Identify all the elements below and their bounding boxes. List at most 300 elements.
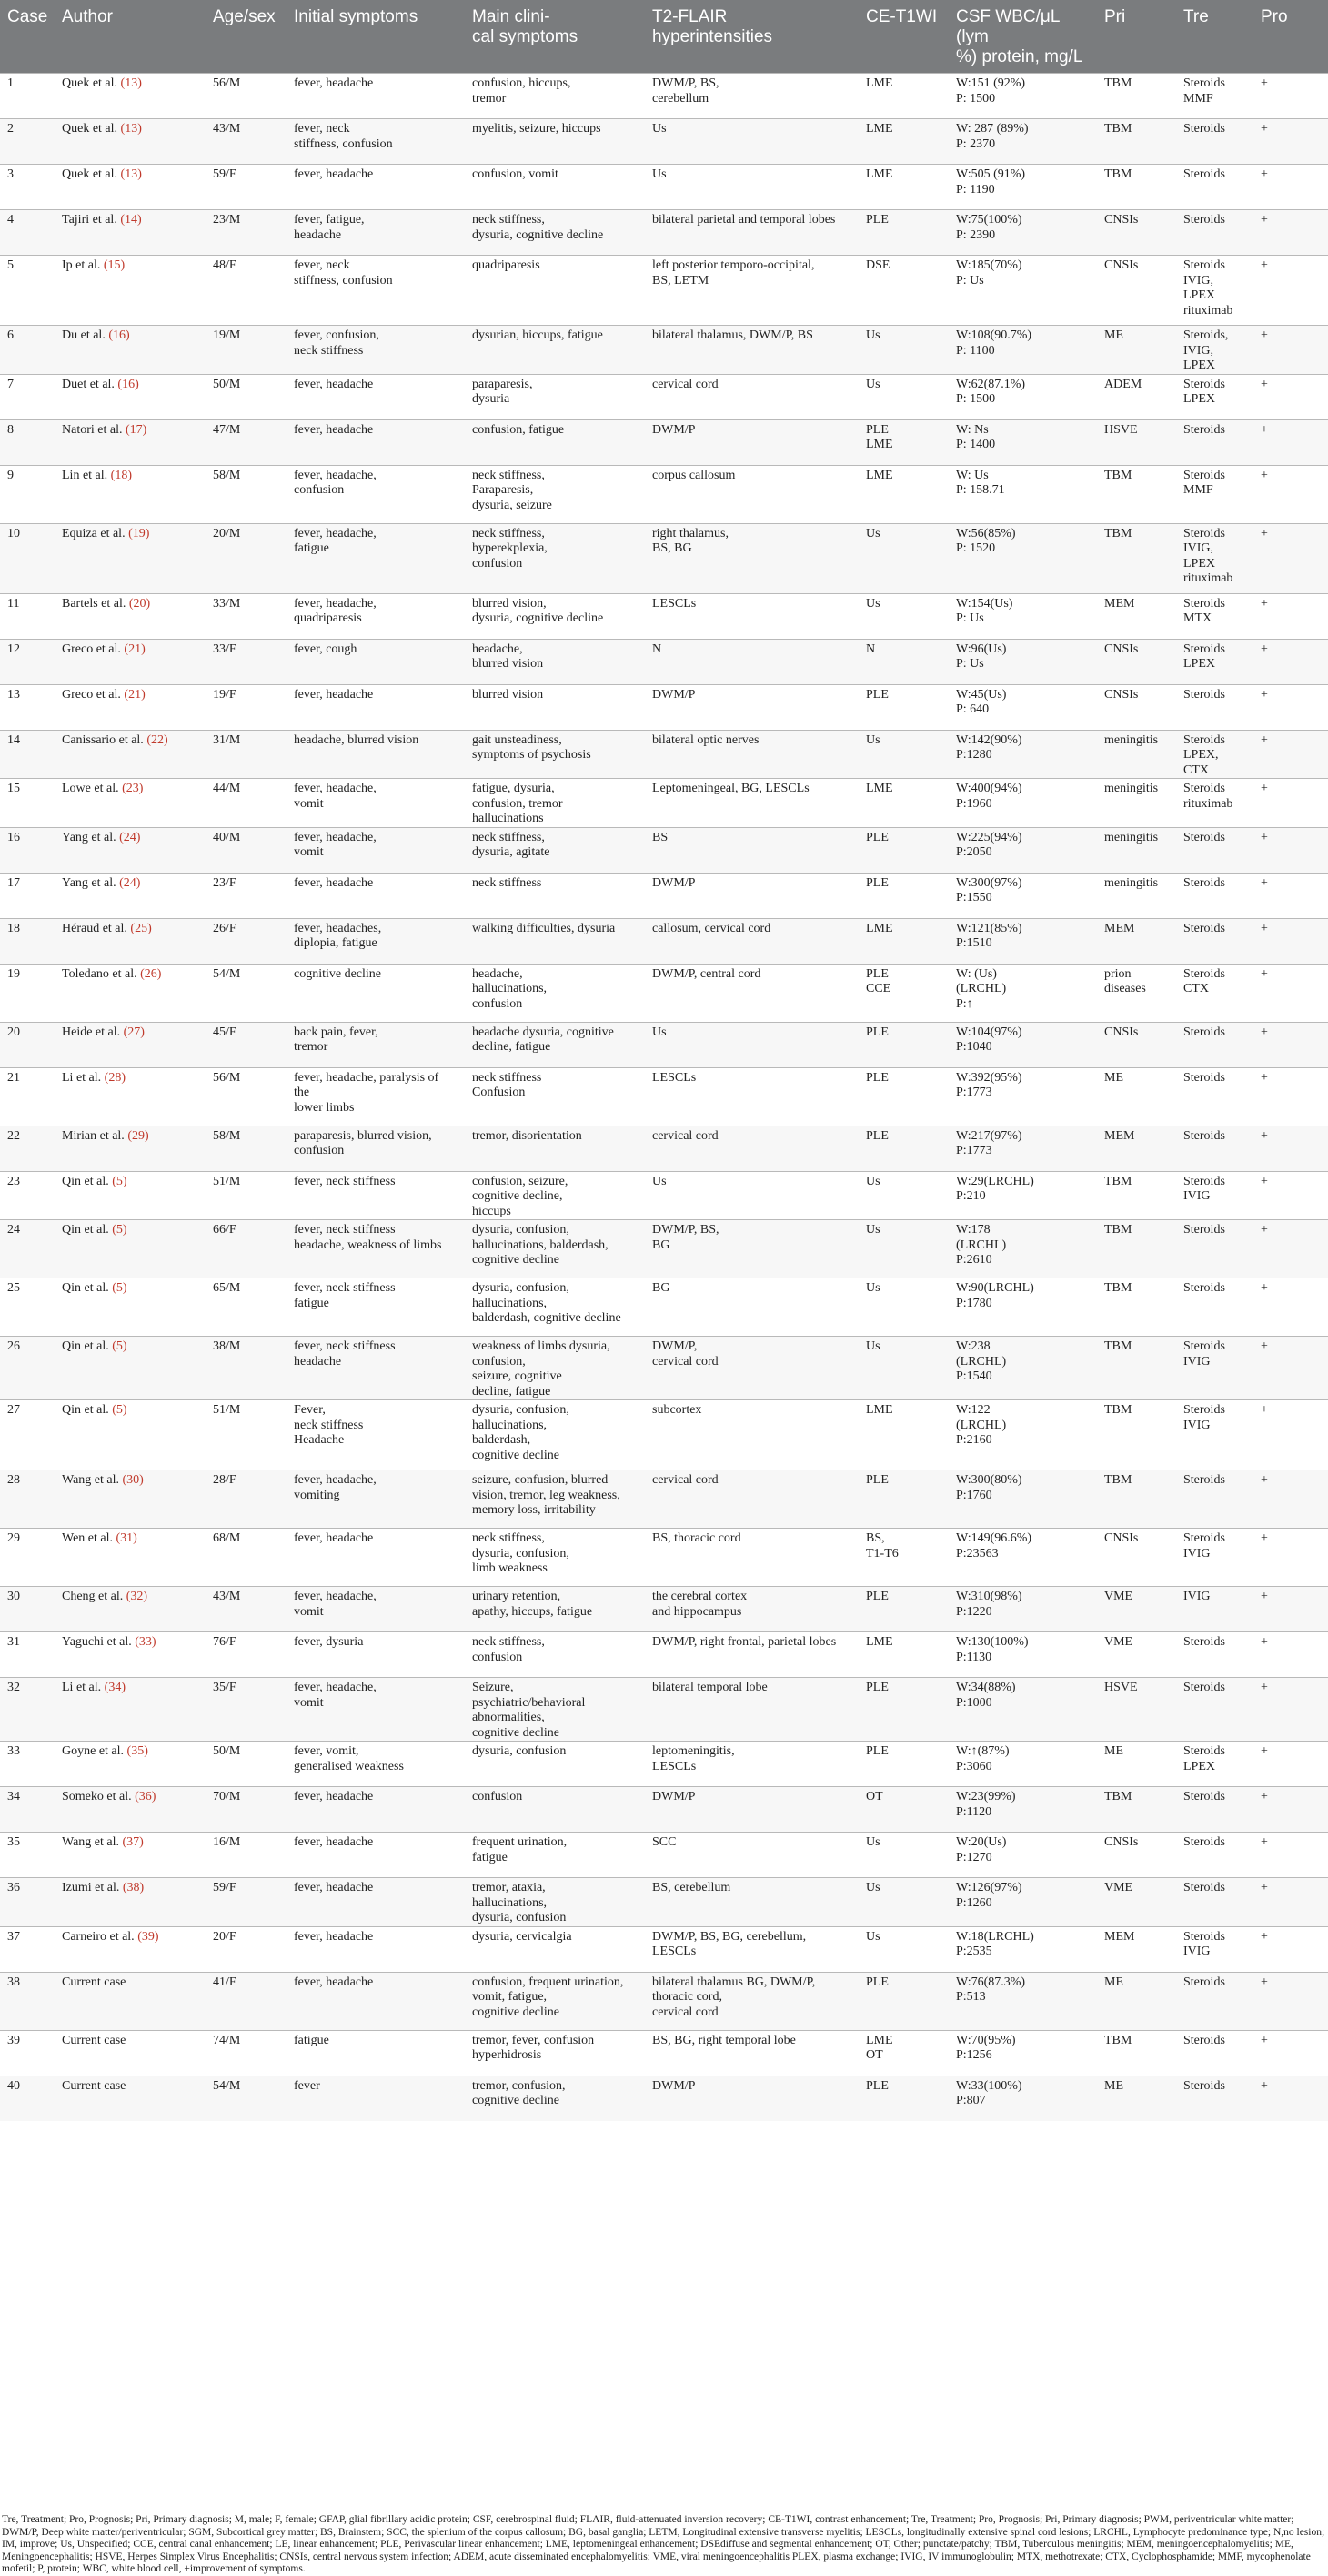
cell-ce-t1wi — [859, 1926, 949, 1972]
cell-line: thoracic cord, — [652, 1990, 722, 2004]
cell-age-sex — [206, 465, 287, 523]
cell-line: cervical cord — [652, 377, 719, 391]
cell-prognosis — [1253, 918, 1328, 964]
cell-main-clinical-symptoms — [465, 1632, 645, 1678]
reference-link[interactable]: (5) — [112, 1174, 127, 1188]
reference-link[interactable]: (5) — [112, 1339, 127, 1353]
cell-author — [55, 465, 206, 523]
cell-primary-diagnosis — [1097, 1742, 1176, 1787]
cell-initial-symptoms — [287, 918, 465, 964]
cell-line: LME — [866, 76, 893, 90]
cell-line: fever, neck stiffness — [294, 1223, 396, 1237]
cell-primary-diagnosis — [1097, 1632, 1176, 1678]
cell-case-number — [0, 2076, 55, 2121]
cell-line: P:807 — [956, 2094, 986, 2107]
cell-line: OT — [866, 1790, 883, 1803]
cell-line: 45/F — [213, 1025, 236, 1039]
cell-line: 33/M — [213, 596, 241, 611]
author-name: Izumi et al. — [62, 1881, 120, 1894]
cell-line: P: 1500 — [956, 392, 996, 406]
reference-link[interactable]: (14) — [120, 213, 142, 227]
cell-line: (LRCHL) — [956, 1354, 1007, 1369]
cell-line: LME — [866, 1635, 893, 1649]
cell-line: W:90(LRCHL) — [956, 1281, 1034, 1295]
author-name: Wen et al. — [62, 1531, 114, 1545]
cell-line: fever, dysuria — [294, 1635, 364, 1649]
cell-line: W:185(70%) — [956, 258, 1022, 272]
cell-line: 38/M — [213, 1339, 241, 1353]
reference-link[interactable]: (24) — [119, 830, 141, 844]
cell-prognosis — [1253, 1126, 1328, 1171]
cell-csf-values — [949, 1022, 1097, 1067]
author-name: Qin et al. — [62, 1339, 109, 1353]
cell-line: LME — [866, 782, 893, 795]
cell-line: BS, thoracic cord — [652, 1531, 741, 1545]
cell-author — [55, 1878, 206, 1927]
cell-line: meningitis — [1104, 782, 1159, 795]
cell-line: W:238 — [956, 1339, 991, 1353]
cell-prognosis — [1253, 119, 1328, 165]
cell-prognosis — [1253, 1529, 1328, 1587]
cell-t2-flair-hyperintensities — [645, 1220, 859, 1278]
cell-age-sex — [206, 256, 287, 326]
cell-prognosis — [1253, 964, 1328, 1022]
cell-line: + — [1261, 1929, 1268, 1944]
reference-link[interactable]: (34) — [104, 1681, 126, 1694]
cell-t2-flair-hyperintensities — [645, 119, 859, 165]
cell-t2-flair-hyperintensities — [645, 1171, 859, 1220]
cell-line: + — [1261, 641, 1268, 656]
cell-line: bilateral thalamus BG, DWM/P, — [652, 1975, 816, 1989]
cell-line: + — [1261, 328, 1268, 342]
cell-case-number — [0, 210, 55, 256]
cell-line: LESCLs — [652, 1945, 697, 1958]
cell-age-sex — [206, 1972, 287, 2030]
cell-line: blurred vision, — [472, 596, 547, 611]
cell-line: ME — [1104, 2078, 1123, 2093]
cell-prognosis — [1253, 1833, 1328, 1878]
cell-line: MEM — [1104, 921, 1135, 935]
cell-line: dysuria, seizure — [472, 498, 552, 512]
cell-line: LPEX — [1183, 392, 1215, 406]
cell-line: dysuria, confusion — [472, 1744, 567, 1758]
cell-line: neck stiffness — [472, 1070, 542, 1085]
cell-line: MTX — [1183, 611, 1212, 625]
reference-link[interactable]: (28) — [104, 1070, 126, 1085]
cell-line: 19/F — [213, 687, 236, 702]
cell-line: LESCLs — [652, 1759, 697, 1773]
reference-link[interactable]: (19) — [128, 526, 150, 540]
cell-line: + — [1261, 377, 1268, 391]
cell-line: 26/F — [213, 921, 236, 935]
cell-line: IVIG, — [1183, 343, 1214, 358]
cell-prognosis — [1253, 684, 1328, 730]
cell-treatment — [1176, 639, 1253, 684]
cell-case-number — [0, 964, 55, 1022]
cell-case-number — [0, 1926, 55, 1972]
cell-initial-symptoms — [287, 1067, 465, 1126]
cell-line: 28 — [7, 1473, 20, 1487]
reference-link[interactable]: (22) — [146, 732, 168, 747]
cell-age-sex — [206, 1787, 287, 1833]
reference-link[interactable]: (33) — [135, 1635, 156, 1649]
cell-line: Steroids — [1183, 2033, 1225, 2047]
cell-treatment — [1176, 1972, 1253, 2030]
cell-line: + — [1261, 1128, 1268, 1143]
cell-line: corpus callosum — [652, 468, 736, 482]
cell-line: 17 — [7, 875, 20, 890]
cell-main-clinical-symptoms — [465, 1878, 645, 1927]
cell-line: Steroids — [1183, 875, 1225, 890]
cell-primary-diagnosis — [1097, 1972, 1176, 2030]
cell-line: W:104(97%) — [956, 1025, 1022, 1039]
cell-author — [55, 684, 206, 730]
cell-prognosis — [1253, 779, 1328, 828]
cell-line: vomit — [294, 1604, 324, 1619]
cell-author — [55, 1337, 206, 1400]
cell-treatment — [1176, 256, 1253, 326]
cell-main-clinical-symptoms — [465, 1126, 645, 1171]
table-row — [0, 523, 1328, 593]
cell-line: fever, headache — [294, 1975, 374, 1989]
reference-link[interactable]: (18) — [110, 468, 132, 482]
cell-csf-values — [949, 2030, 1097, 2076]
cell-author — [55, 1833, 206, 1878]
author-name: Greco et al. — [62, 687, 121, 702]
cell-line: MMF — [1183, 91, 1213, 106]
cell-line: HSVE — [1104, 422, 1138, 437]
cell-line: ME — [1104, 1975, 1123, 1989]
cell-line: 19/M — [213, 328, 241, 342]
cell-age-sex — [206, 419, 287, 465]
cell-csf-values — [949, 1972, 1097, 2030]
cell-line: quadriparesis — [294, 611, 362, 625]
cell-line: balderdash, — [472, 1433, 531, 1447]
reference-link[interactable]: (20) — [128, 596, 151, 611]
author-name: Duet et al. — [62, 377, 115, 391]
cell-author — [55, 639, 206, 684]
author-name: Equiza et al. — [62, 526, 126, 540]
cell-case-number — [0, 256, 55, 326]
cell-line: ME — [1104, 1744, 1123, 1758]
cell-line: 31/M — [213, 732, 241, 747]
cell-main-clinical-symptoms — [465, 374, 645, 419]
reference-link[interactable]: (21) — [124, 687, 146, 702]
cell-line: P:1256 — [956, 2048, 992, 2062]
table-row — [0, 964, 1328, 1022]
cell-line: LME — [866, 122, 893, 136]
cell-line: W:121(85%) — [956, 921, 1022, 935]
reference-link[interactable]: (13) — [120, 167, 142, 181]
cell-line: TBM — [1104, 1281, 1132, 1295]
cell-csf-values — [949, 730, 1097, 779]
cell-t2-flair-hyperintensities — [645, 1926, 859, 1972]
reference-link[interactable]: (15) — [103, 258, 126, 272]
cell-age-sex — [206, 2076, 287, 2121]
cell-treatment — [1176, 730, 1253, 779]
cell-line: vomit — [294, 845, 324, 859]
cell-initial-symptoms — [287, 1529, 465, 1587]
cell-primary-diagnosis — [1097, 1171, 1176, 1220]
cell-line: TBM — [1104, 1339, 1132, 1353]
table-row — [0, 1878, 1328, 1927]
cell-author — [55, 374, 206, 419]
cell-primary-diagnosis — [1097, 779, 1176, 828]
cell-initial-symptoms — [287, 730, 465, 779]
reference-link[interactable]: (21) — [124, 641, 146, 656]
reference-link[interactable]: (32) — [126, 1590, 148, 1603]
cell-line: fever, headache, — [294, 830, 377, 844]
author-name: Quek et al. — [62, 122, 118, 136]
cell-line: Us — [866, 1929, 880, 1944]
reference-link[interactable]: (16) — [108, 328, 130, 342]
cell-line: cervical cord — [652, 1473, 719, 1487]
cell-line: IVIG, — [1183, 273, 1214, 288]
cell-primary-diagnosis — [1097, 593, 1176, 639]
cell-author — [55, 1126, 206, 1171]
cell-line: 1 — [7, 76, 14, 90]
cell-t2-flair-hyperintensities — [645, 419, 859, 465]
cell-ce-t1wi — [859, 74, 949, 119]
cell-line: P:2050 — [956, 845, 992, 859]
reference-link[interactable]: (13) — [120, 76, 142, 90]
cell-line: DWM/P — [652, 687, 696, 702]
reference-link[interactable]: (37) — [122, 1835, 144, 1849]
cell-line: fever, headache — [294, 875, 374, 890]
cell-primary-diagnosis — [1097, 639, 1176, 684]
cell-csf-values — [949, 210, 1097, 256]
cell-line: P: 158.71 — [956, 483, 1005, 497]
reference-link[interactable]: (13) — [120, 122, 142, 136]
cell-csf-values — [949, 2076, 1097, 2121]
cell-line: 48/F — [213, 258, 236, 272]
cell-line: Steroids — [1183, 1929, 1225, 1944]
cell-line: + — [1261, 1744, 1268, 1758]
header-prognosis: Pro — [1253, 0, 1328, 74]
reference-link[interactable]: (5) — [112, 1223, 127, 1237]
cell-main-clinical-symptoms — [465, 873, 645, 918]
cell-line: DWM/P — [652, 875, 696, 890]
cell-prognosis — [1253, 1587, 1328, 1632]
cell-line: 9 — [7, 468, 14, 482]
cell-line: confusion, vomit — [472, 167, 558, 181]
cell-csf-values — [949, 1337, 1097, 1400]
cell-line: bilateral thalamus, DWM/P, BS — [652, 328, 813, 342]
cell-line: 19 — [7, 966, 20, 981]
cell-t2-flair-hyperintensities — [645, 256, 859, 326]
reference-link[interactable]: (26) — [140, 966, 162, 981]
cell-line: hallucinations, — [472, 1418, 548, 1432]
cell-line: + — [1261, 1025, 1268, 1039]
cell-primary-diagnosis — [1097, 210, 1176, 256]
cell-case-number — [0, 730, 55, 779]
cell-t2-flair-hyperintensities — [645, 523, 859, 593]
cell-line: CNSIs — [1104, 1531, 1139, 1545]
cell-line: 21 — [7, 1070, 20, 1085]
reference-link[interactable]: (24) — [119, 875, 141, 890]
cell-initial-symptoms — [287, 1742, 465, 1787]
cell-csf-values — [949, 1171, 1097, 1220]
cell-ce-t1wi — [859, 1126, 949, 1171]
cell-line: Steroids — [1183, 258, 1225, 272]
cell-line: P:1780 — [956, 1296, 992, 1310]
cell-line: rituximab — [1183, 796, 1233, 811]
cell-line: W:142(90%) — [956, 732, 1022, 747]
cell-line: W:108(90.7%) — [956, 328, 1032, 342]
cell-line: meningitis — [1104, 875, 1159, 890]
cell-case-number — [0, 523, 55, 593]
cell-line: hiccups — [472, 1204, 511, 1218]
cell-line: neck stiffness, — [472, 526, 545, 540]
table-row — [0, 1022, 1328, 1067]
cell-line: P: Us — [956, 273, 984, 288]
table-row — [0, 326, 1328, 375]
cell-line: 16 — [7, 830, 20, 844]
cell-age-sex — [206, 730, 287, 779]
cell-main-clinical-symptoms — [465, 165, 645, 210]
cell-line: W:70(95%) — [956, 2033, 1016, 2047]
cell-line: MEM — [1104, 596, 1135, 611]
cell-line: IVIG — [1183, 1354, 1211, 1369]
cell-csf-values — [949, 256, 1097, 326]
cell-case-number — [0, 119, 55, 165]
cell-author — [55, 1022, 206, 1067]
cell-treatment — [1176, 165, 1253, 210]
table-row — [0, 684, 1328, 730]
cell-line: 13 — [7, 687, 20, 702]
cell-line: dysurian, hiccups, fatigue — [472, 328, 603, 342]
header-primary-diagnosis: Pri — [1097, 0, 1176, 74]
cell-initial-symptoms — [287, 210, 465, 256]
cell-author — [55, 1171, 206, 1220]
cell-line: Us — [652, 122, 667, 136]
cell-age-sex — [206, 1400, 287, 1470]
cell-line: (LRCHL) — [956, 1418, 1007, 1432]
cell-initial-symptoms — [287, 684, 465, 730]
cell-line: + — [1261, 1174, 1268, 1188]
cell-line: Us — [866, 377, 880, 391]
table-row — [0, 1067, 1328, 1126]
reference-link[interactable]: (31) — [116, 1531, 137, 1545]
cell-csf-values — [949, 918, 1097, 964]
cell-case-number — [0, 1632, 55, 1678]
table-row — [0, 1126, 1328, 1171]
reference-link[interactable]: (17) — [125, 422, 147, 437]
cell-initial-symptoms — [287, 1587, 465, 1632]
cell-main-clinical-symptoms — [465, 918, 645, 964]
cell-ce-t1wi — [859, 1787, 949, 1833]
cell-line: decline, fatigue — [472, 1384, 551, 1399]
cell-line: Steroids — [1183, 1473, 1225, 1487]
cell-line: 2 — [7, 122, 14, 136]
cell-line: Us — [652, 167, 667, 181]
cell-t2-flair-hyperintensities — [645, 1742, 859, 1787]
cell-ce-t1wi — [859, 1171, 949, 1220]
reference-link[interactable]: (5) — [112, 1281, 127, 1295]
cell-line: P:1773 — [956, 1086, 992, 1099]
cell-line: 66/F — [213, 1223, 236, 1237]
cell-initial-symptoms — [287, 2030, 465, 2076]
table-row — [0, 1400, 1328, 1470]
cell-line: neck stiffness, — [472, 1531, 545, 1545]
reference-link[interactable]: (38) — [122, 1881, 145, 1894]
cell-line: paraparesis, blurred vision, — [294, 1128, 432, 1143]
cell-treatment — [1176, 873, 1253, 918]
cell-line: VME — [1104, 1590, 1133, 1603]
reference-link[interactable]: (25) — [130, 921, 152, 935]
cell-line: tremor — [294, 1040, 328, 1054]
reference-link[interactable]: (36) — [135, 1790, 156, 1803]
cell-line: + — [1261, 1223, 1268, 1237]
cell-line: OT — [866, 2048, 883, 2062]
cell-line: Us — [866, 526, 880, 540]
cell-line: N — [652, 641, 662, 656]
table-row — [0, 1787, 1328, 1833]
cell-case-number — [0, 1337, 55, 1400]
cell-csf-values — [949, 1126, 1097, 1171]
table-row — [0, 1171, 1328, 1220]
cell-primary-diagnosis — [1097, 684, 1176, 730]
reference-link[interactable]: (35) — [126, 1744, 148, 1758]
cell-main-clinical-symptoms — [465, 119, 645, 165]
cell-treatment — [1176, 523, 1253, 593]
cell-line: Steroids — [1183, 76, 1225, 90]
cell-csf-values — [949, 326, 1097, 375]
cell-line: 68/M — [213, 1531, 241, 1545]
cell-author — [55, 730, 206, 779]
cell-line: W:↑(87%) — [956, 1744, 1010, 1758]
cell-line: 32 — [7, 1681, 20, 1694]
cell-line: Us — [866, 732, 880, 747]
cell-line: bilateral optic nerves — [652, 732, 760, 747]
cell-line: 20/M — [213, 526, 241, 540]
cell-line: P:1540 — [956, 1369, 992, 1383]
cell-line: dysuria, cervicalgia — [472, 1929, 572, 1944]
table-footnote: Tre, Treatment; Pro, Prognosis; Pri, Primary diagnosis; M, male; F, female; GFAP, glial fibrillary acidic protein; CSF, cerebrospinal fluid; FLAIR, fluid-attenuated inversion recovery; CE-T1WI, contrast enhancement; Tre, Treatment; Pro, Prognosis; Pri, Primary diagnosis; PWM, periventricular white matter; DWM/P, Deep white matter/periventricular; SGM, Subcortical grey matter; BS, Brainstem; SCC, the splenium of the corpus callosum; BG, basal ganglia; LETM, Longitudinal extensive transverse myelitis; LESCLs, longitudinally extensive spinal cord lesions; LRCHL, Lymphocyte predominance type; N,no lesion; IM, improve; Us, Unspecified; CCE, central canal enhancement; LE, linear enhancement; PLE, Perivascular linear enhancement; LME, leptomeningeal enhancement; DSEdiffuse and segmental enhancement; OT, Other; punctate/patchy; TBM, Tuberculous meningitis; MEM, meningoencephalomyelitis; ME, Meningoencephalitis; HSVE, Herpes Simplex Virus Encephalitis; CNSIs, central nervous system infection; ADEM, acute disseminated encephalomyelitis; VME, viral meningoencephalitis PLEX, plasma exchange; IVIG, IV immunoglobulin; MTX, methotrexate; CTX, Cyclophosphamide; MMF, mycophenolate mofetil; P, protein; WBC, white blood cell, +improvement of symptoms. — [2, 2514, 1325, 2574]
cell-initial-symptoms — [287, 779, 465, 828]
reference-link[interactable]: (39) — [137, 1929, 159, 1944]
cell-case-number — [0, 1126, 55, 1171]
cell-line: symptoms of psychosis — [472, 748, 591, 762]
cell-initial-symptoms — [287, 2076, 465, 2121]
cell-line: P:3060 — [956, 1759, 992, 1773]
reference-link[interactable]: (23) — [122, 782, 144, 795]
reference-link[interactable]: (16) — [117, 377, 139, 391]
cell-author — [55, 1972, 206, 2030]
cell-age-sex — [206, 119, 287, 165]
reference-link[interactable]: (29) — [127, 1128, 149, 1143]
cell-t2-flair-hyperintensities — [645, 593, 859, 639]
cell-prognosis — [1253, 1400, 1328, 1470]
cell-line: Steroids — [1183, 1975, 1225, 1989]
reference-link[interactable]: (5) — [112, 1403, 127, 1417]
table-row — [0, 1529, 1328, 1587]
author-name: Qin et al. — [62, 1281, 109, 1295]
cell-line: 28/F — [213, 1473, 236, 1487]
cell-line: P:1280 — [956, 748, 992, 762]
cell-line: confusion, hiccups, — [472, 76, 571, 90]
cell-age-sex — [206, 873, 287, 918]
cell-author — [55, 593, 206, 639]
cell-line: 15 — [7, 782, 20, 795]
reference-link[interactable]: (27) — [123, 1025, 145, 1039]
reference-link[interactable]: (30) — [122, 1473, 144, 1487]
cell-prognosis — [1253, 256, 1328, 326]
cell-line: neck stiffness, — [472, 1635, 545, 1649]
table-row — [0, 1220, 1328, 1278]
cell-line: BS, BG — [652, 541, 692, 555]
cell-case-number — [0, 1022, 55, 1067]
